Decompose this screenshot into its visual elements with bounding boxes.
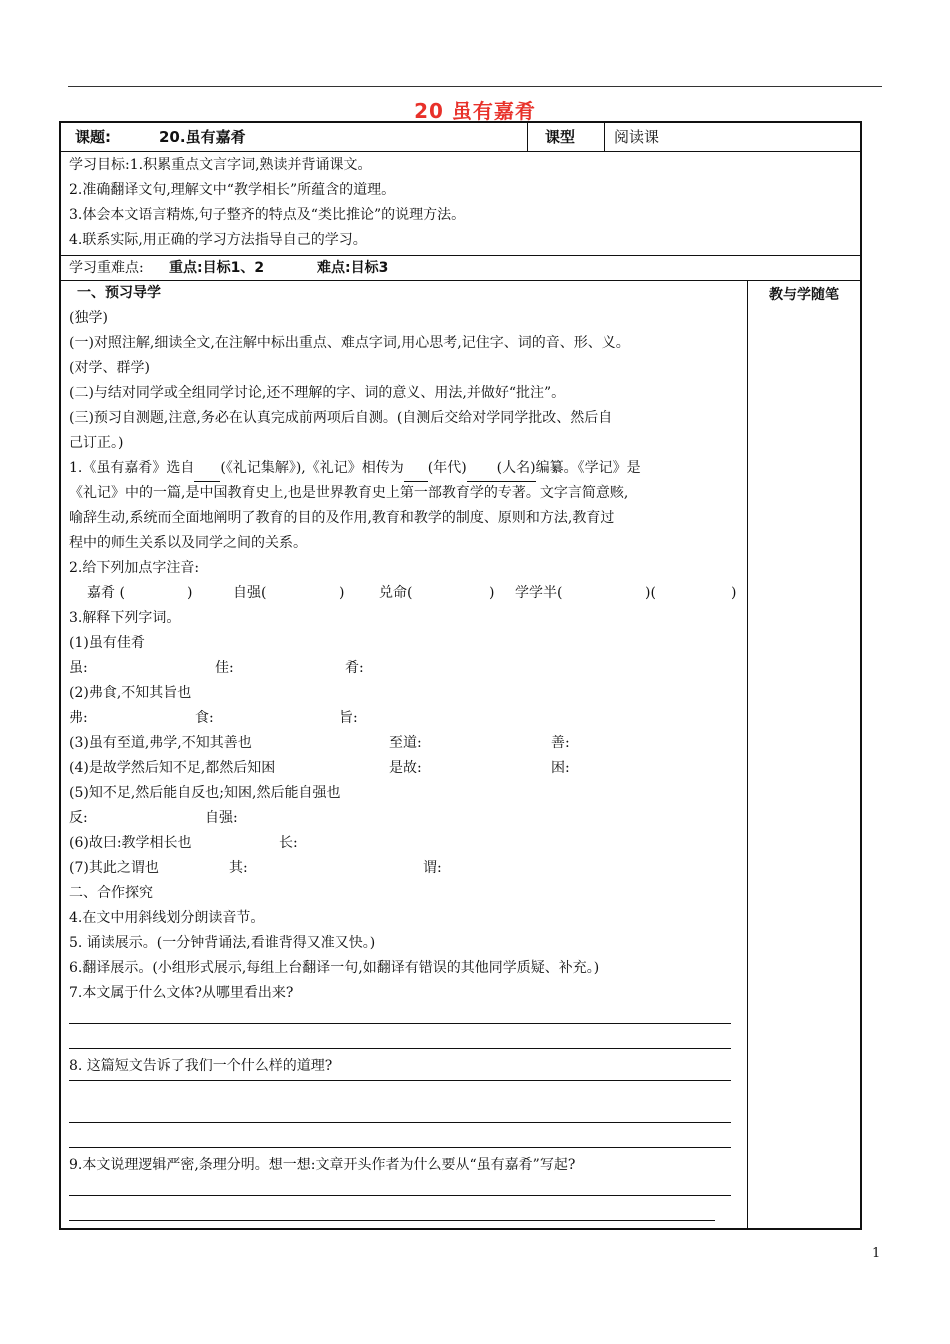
answer-line[interactable] [69, 1080, 731, 1081]
divider [527, 123, 528, 151]
answer-line[interactable] [69, 1122, 731, 1123]
page-title: 20 虽有嘉肴 [414, 99, 536, 123]
question-8: 8. 这篇短文告诉了我们一个什么样的道理? [69, 1058, 333, 1074]
body-line: (二)与结对同学或全组同学讨论,还不理解的字、词的意义、用法,并做好“批注”。 [69, 385, 566, 401]
divider [604, 123, 605, 151]
header-row [61, 123, 860, 152]
term-row: (6)故曰:教学相长也 长: [69, 835, 298, 851]
section-title: 一、预习导学 [77, 285, 161, 301]
body-line: 喻辞生动,系统而全面地阐明了教育的目的及作用,教育和教学的制度、原则和方法,教育过 [69, 510, 615, 526]
blank[interactable] [194, 456, 220, 482]
term-row: (7)其此之谓也 其: 谓: [69, 860, 442, 876]
page-number: 1 [872, 1246, 881, 1261]
body-line: 程中的师生关系以及同学之间的关系。 [69, 535, 307, 551]
lesson-sheet [59, 121, 862, 1230]
body-line: (1)虽有佳肴 [69, 635, 145, 651]
topic-value: 20.虽有嘉肴 [159, 128, 246, 146]
pinyin-row: 嘉肴 ( ) 自强( ) 兑命( ) 学学半( )( ) [87, 585, 737, 601]
section-title: 二、合作探究 [69, 885, 153, 901]
goals-section [61, 152, 860, 256]
answer-line[interactable] [69, 1220, 715, 1221]
answer-line[interactable] [69, 1023, 731, 1024]
notes-column-title: 教与学随笔 [769, 287, 839, 303]
question-2: 2.给下列加点字注音: [69, 560, 200, 576]
goal-line: 2.准确翻译文句,理解文中“教学相长”所蕴含的道理。 [69, 182, 396, 198]
body-line: (5)知不足,然后能自反也;知困,然后能自强也 [69, 785, 341, 801]
main-section [61, 281, 860, 1228]
question-7: 7.本文属于什么文体?从哪里看出来? [69, 985, 294, 1001]
question-4: 4.在文中用斜线划分朗读音节。 [69, 910, 265, 926]
blank[interactable] [467, 456, 497, 482]
goal-line: 4.联系实际,用正确的学习方法指导自己的学习。 [69, 232, 367, 248]
header-rule [68, 86, 882, 87]
body-line: (2)弗食,不知其旨也 [69, 685, 192, 701]
key-points-row [61, 256, 860, 281]
answer-line[interactable] [69, 1147, 731, 1148]
body-line: (一)对照注解,细读全文,在注解中标出重点、难点字词,用心思考,记住字、词的音、形、义。 [69, 335, 630, 351]
blank-name[interactable]: (人名) [497, 456, 536, 482]
term-row: (4)是故学然后知不足,都然后知困 是故: 困: [69, 760, 570, 776]
topic-label: 课题: [75, 128, 111, 146]
body-line: (对学、群学) [69, 360, 150, 376]
answer-line[interactable] [69, 1195, 731, 1196]
question-6: 6.翻译展示。(小组形式展示,每组上台翻译一句,如翻译有错误的其他同学质疑、补充。) [69, 960, 600, 976]
body-line: 己订正。) [69, 435, 124, 451]
term-row: 弗: 食: 旨: [69, 710, 358, 726]
body-line: (三)预习自测题,注意,务必在认真完成前两项后自测。(自测后交给对学同学批改、然后自 [69, 410, 613, 426]
term-row: 反: 自强: [69, 810, 238, 826]
term-row: (3)虽有至道,弗学,不知其善也 至道: 善: [69, 735, 570, 751]
type-value: 阅读课 [614, 128, 660, 146]
body-line: (独学) [69, 310, 108, 326]
goal-line: 学习目标:1.积累重点文言字词,熟读并背诵课文。 [69, 157, 372, 173]
answer-line[interactable] [69, 1048, 731, 1049]
difficult-point: 难点:目标3 [317, 260, 389, 276]
key-point: 重点:目标1、2 [169, 260, 265, 276]
term-row: 虽: 佳: 肴: [69, 660, 364, 676]
question-1: 1.《虽有嘉肴》选自 (《礼记集解》),《礼记》相传为 (年代) (人名)编纂。《学记》是 [69, 456, 641, 481]
notes-divider [747, 281, 748, 1228]
goal-line: 3.体会本文语言精炼,句子整齐的特点及“类比推论”的说理方法。 [69, 207, 466, 223]
blank[interactable] [404, 456, 428, 482]
body-line: 《礼记》中的一篇,是中国教育史上,也是世界教育史上第一部教育学的专著。文字言简意赅, [69, 485, 629, 501]
question-5: 5. 诵读展示。(一分钟背诵法,看谁背得又准又快。) [69, 935, 376, 951]
key-points-label: 学习重难点: [69, 260, 144, 276]
question-3: 3.解释下列字词。 [69, 610, 181, 626]
question-9: 9.本文说理逻辑严密,条理分明。想一想:文章开头作者为什么要从“虽有嘉肴”写起? [69, 1157, 576, 1173]
type-label: 课型 [545, 128, 576, 146]
